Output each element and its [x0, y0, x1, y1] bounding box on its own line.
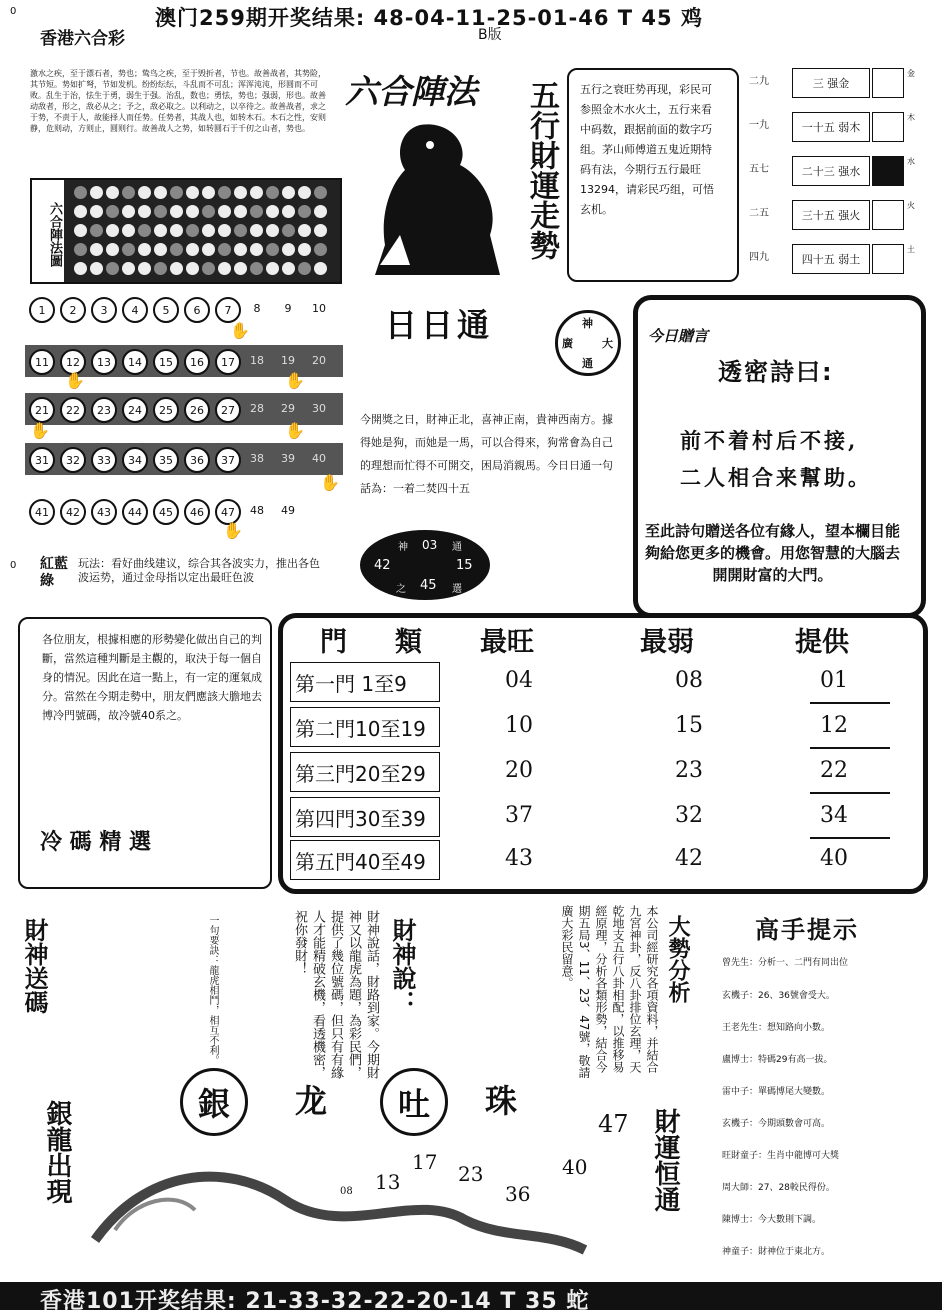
- gate-underline: [810, 837, 890, 839]
- number-cell: 2: [60, 297, 86, 323]
- gate-header: 門: [320, 627, 347, 658]
- tip-item: 雷中子：單碼博尾大變數。: [722, 1087, 831, 1097]
- thumbs-up-icon: ✋: [223, 521, 243, 540]
- gate-max: 04: [505, 668, 533, 693]
- number-cell: 10: [312, 301, 326, 315]
- grid-dot: [154, 262, 167, 275]
- tip-item: 周大師：27、28較民得份。: [722, 1183, 835, 1193]
- color-label: 紅藍綠: [40, 556, 68, 589]
- dragon-number: 47: [598, 1110, 629, 1138]
- grid-dot: [154, 243, 167, 256]
- number-cell: 18: [250, 353, 264, 367]
- wuxing-text: 五行之衰旺势再现，彩民可参照金木水火土，五行来看中码数，跟据前面的数字巧组。茅山师傅道五鬼近期特码有法，今期行五行最旺13294，请彩民巧组，可悟玄机。: [580, 83, 714, 216]
- grid-dot: [74, 205, 87, 218]
- tip-item: 王老先生：想知路向小數。: [722, 1023, 831, 1033]
- grid-dot: [298, 205, 311, 218]
- element-box: 二十三 强水: [792, 156, 870, 186]
- poem-head: 今日贈言: [648, 327, 709, 345]
- gate-header: 類: [395, 627, 422, 658]
- play-tip: 玩法：看好曲线建议，综合其各波实力，推出各色波运势，通过金母指以定出最旺色波: [78, 557, 320, 584]
- number-cell: 20: [312, 353, 326, 367]
- gate-name: 第一門 1至9: [290, 662, 440, 702]
- tip-item: 盧博士：特碼29有高一拔。: [722, 1055, 833, 1065]
- element-box: 三十五 强火: [792, 200, 870, 230]
- gate-min: 08: [675, 668, 703, 693]
- element-left-label: 五七: [749, 164, 769, 175]
- grid-dot: [202, 224, 215, 237]
- number-cell: 31: [29, 447, 55, 473]
- gate-min: 15: [675, 713, 703, 738]
- gate-name: 第四門30至39: [290, 797, 440, 837]
- grid-dot: [218, 224, 231, 237]
- grid-dot: [298, 186, 311, 199]
- seal-char: 神: [582, 317, 593, 330]
- number-cell: 26: [184, 397, 210, 423]
- version-label: B版: [478, 27, 502, 43]
- grid-dot: [90, 262, 103, 275]
- grid-dot: [234, 262, 247, 275]
- cold-title: 冷 碼 精 選: [40, 829, 151, 855]
- number-cell: 29: [281, 401, 295, 415]
- number-cell: 22: [60, 397, 86, 423]
- gate-row: [290, 752, 905, 794]
- element-icon: [872, 112, 904, 142]
- grid-dot: [170, 224, 183, 237]
- gate-underline: [810, 747, 890, 749]
- page-number: 0: [10, 560, 17, 571]
- gate-min: 32: [675, 803, 703, 828]
- oval-number: 15: [456, 558, 473, 573]
- dragon-number: 40: [562, 1155, 588, 1179]
- grid-dot: [90, 205, 103, 218]
- number-cell: 23: [91, 397, 117, 423]
- number-cell: 28: [250, 401, 264, 415]
- number-cell: 21: [29, 397, 55, 423]
- grid-dot: [154, 186, 167, 199]
- gate-give: 22: [820, 758, 848, 783]
- grid-dot: [122, 243, 135, 256]
- ritong-text: 今開獎之日，財神正北，喜神正南，貴神西南方。據得她是狗，而她是一馬，可以合得來，狗常會為自己的理想而忙得不可開交，困局消親馬。今日日通一句話為：一着二焚四十五: [360, 413, 613, 495]
- bear-illustration: [360, 115, 510, 280]
- ritong-oval: [360, 530, 490, 600]
- dragon-number: 23: [458, 1162, 484, 1186]
- grid-dot: [218, 186, 231, 199]
- poem-line: 二人相合来幫助。: [680, 465, 872, 490]
- grid-dot: [218, 262, 231, 275]
- gate-underline: [810, 792, 890, 794]
- grid-dot: [202, 262, 215, 275]
- ritong-seal: [555, 310, 621, 376]
- grid-dot: [282, 224, 295, 237]
- grid-dot: [106, 186, 119, 199]
- grid-dot: [314, 243, 327, 256]
- grid-dot: [186, 262, 199, 275]
- number-cell: 13: [91, 349, 117, 375]
- dragon-title-char: 珠: [484, 1082, 517, 1120]
- element-side: 金: [907, 69, 915, 78]
- dragon-title-char: 銀: [180, 1068, 248, 1136]
- cold-text: 各位朋友，根據相應的形勢變化做出自己的判斷，當然這種判斷是主觀的，取決于每一個自身的情況。因此在這一點上，有一定的運氣成分。當然在今期走勢中，朋友們應該大膽地去博冷門號碼，故冷號40系之。: [42, 633, 262, 722]
- grid-dot: [314, 186, 327, 199]
- number-cell: 12: [60, 349, 86, 375]
- grid-dot: [138, 243, 151, 256]
- silver-dragon-vertical: 銀龍出現: [42, 1100, 72, 1204]
- element-icon: [872, 244, 904, 274]
- number-cell: 39: [281, 451, 295, 465]
- number-cell: 16: [184, 349, 210, 375]
- element-box: 四十五 弱土: [792, 244, 870, 274]
- grid-dot: [250, 243, 263, 256]
- grid-dot: [90, 224, 103, 237]
- poem-title: 透密詩曰:: [718, 358, 834, 386]
- liuhe-logo: 六合陣法: [345, 72, 477, 111]
- oval-text: 神: [398, 542, 408, 553]
- page-title: 澳门259期开奖结果: 48-04-11-25-01-46 T 45 鸡: [155, 6, 703, 30]
- grid-label: 六合陣法圖: [32, 180, 64, 282]
- number-cell: 33: [91, 447, 117, 473]
- ritong-title: 日日通: [385, 306, 494, 344]
- element-side: 水: [907, 157, 915, 166]
- grid-dot: [138, 262, 151, 275]
- element-left-label: 二五: [749, 208, 769, 219]
- element-icon: [872, 68, 904, 98]
- number-row: [25, 293, 343, 325]
- grid-dot: [138, 186, 151, 199]
- element-left-label: 四九: [749, 252, 769, 263]
- grid-dot: [266, 224, 279, 237]
- gate-name: 第二門10至19: [290, 707, 440, 747]
- element-side: 土: [907, 245, 915, 254]
- grid-dot: [250, 186, 263, 199]
- grid-dot: [298, 243, 311, 256]
- gate-give: 40: [820, 846, 848, 871]
- oval-number: 42: [374, 558, 391, 573]
- element-icon: [872, 156, 904, 186]
- gate-row: [290, 707, 905, 749]
- grid-dot: [74, 262, 87, 275]
- grid-dot: [202, 186, 215, 199]
- grid-dot: [90, 186, 103, 199]
- number-cell: 49: [281, 503, 295, 517]
- seal-char: 通: [582, 357, 593, 370]
- grid-dot: [138, 224, 151, 237]
- caishen-say-title: 財神說：: [388, 918, 417, 1014]
- gate-header: 提供: [795, 627, 849, 658]
- grid-dot: [170, 205, 183, 218]
- grid-dot: [74, 243, 87, 256]
- grid-dot: [170, 186, 183, 199]
- grid-dot: [250, 224, 263, 237]
- grid-dot: [90, 243, 103, 256]
- grid-dot: [186, 243, 199, 256]
- element-box: 三 强金: [792, 68, 870, 98]
- poem-footer: 至此詩句贈送各位有緣人，望本欄目能夠給您更多的機會。用您智慧的大腦去開開財富的大門。: [645, 522, 901, 584]
- thumbs-up-icon: ✋: [65, 371, 85, 390]
- number-cell: 38: [250, 451, 264, 465]
- grid-dot: [234, 243, 247, 256]
- grid-dot: [186, 205, 199, 218]
- number-cell: 3: [91, 297, 117, 323]
- number-cell: 45: [153, 499, 179, 525]
- dragon-number: 13: [375, 1170, 401, 1194]
- gate-give: 12: [820, 713, 848, 738]
- number-cell: 43: [91, 499, 117, 525]
- number-cell: 35: [153, 447, 179, 473]
- gate-underline: [810, 702, 890, 704]
- grid-dot: [154, 205, 167, 218]
- grid-dot: [282, 262, 295, 275]
- grid-dot: [170, 243, 183, 256]
- caishen-say: 財神說話，財路到家。今期財神又以龍虎為題，為彩民們，提供了幾位號碼，但只有有緣人才能精破玄機，看透機密，祝你發財！: [292, 910, 379, 1079]
- number-cell: 8: [253, 301, 261, 315]
- page-number: 0: [10, 6, 17, 17]
- number-cell: 44: [122, 499, 148, 525]
- grid-dot: [202, 205, 215, 218]
- dragon-title-char: 龙: [294, 1082, 327, 1120]
- dragon-title-char: 吐: [380, 1068, 448, 1136]
- gate-name: 第五門40至49: [290, 840, 440, 880]
- gate-header: 最旺: [480, 627, 534, 658]
- grid-dot: [74, 224, 87, 237]
- number-cell: 30: [312, 401, 326, 415]
- grid-dot: [218, 205, 231, 218]
- grid-dot: [138, 205, 151, 218]
- gate-max: 20: [505, 758, 533, 783]
- grid-dot: [266, 243, 279, 256]
- number-cell: 32: [60, 447, 86, 473]
- gate-row: [290, 797, 905, 839]
- number-cell: 41: [29, 499, 55, 525]
- grid-dot: [122, 186, 135, 199]
- grid-dot: [186, 186, 199, 199]
- grid-dot: [298, 224, 311, 237]
- number-cell: 17: [215, 349, 241, 375]
- number-cell: 25: [153, 397, 179, 423]
- grid-dot: [282, 186, 295, 199]
- thumbs-up-icon: ✋: [230, 321, 250, 340]
- grid-dot: [106, 224, 119, 237]
- number-cell: 48: [250, 503, 264, 517]
- trend-text: 本公司經研究各項資料，并結合九宮神卦，反八卦排位玄理，天乾地支五行八卦相配，以推移易經原理，分析各類形勢，結合今期五局3、11、23、47號，敬請廣大彩民留意。: [560, 905, 659, 1079]
- oval-text: 選: [452, 584, 462, 595]
- tip-item: 曾先生：分析一、二門有同出位: [722, 958, 849, 968]
- number-cell: 15: [153, 349, 179, 375]
- thumbs-up-icon: ✋: [285, 371, 305, 390]
- subtitle: 香港六合彩: [40, 29, 125, 49]
- gate-min: 23: [675, 758, 703, 783]
- gate-row: [290, 662, 905, 704]
- number-cell: 27: [215, 397, 241, 423]
- oval-text: 通: [452, 542, 462, 553]
- gate-max: 37: [505, 803, 533, 828]
- grid-dot: [186, 224, 199, 237]
- grid-dot: [170, 262, 183, 275]
- grid-dot: [202, 243, 215, 256]
- grid-dot: [266, 186, 279, 199]
- number-cell: 14: [122, 349, 148, 375]
- grid-dot: [314, 205, 327, 218]
- grid-dot: [282, 243, 295, 256]
- number-cell: 11: [29, 349, 55, 375]
- grid-dot: [234, 186, 247, 199]
- number-cell: 46: [184, 499, 210, 525]
- number-row: [25, 443, 343, 475]
- element-box: 一十五 弱木: [792, 112, 870, 142]
- thumbs-up-icon: ✋: [285, 421, 305, 440]
- caishen-poem: 一句要訣：龍虎相鬥，相互不利。: [207, 915, 218, 1065]
- grid-dot: [234, 224, 247, 237]
- gate-row: [290, 840, 905, 882]
- element-side: 木: [907, 113, 915, 122]
- tip-item: 神童子：財神位于東北方。: [722, 1247, 831, 1257]
- seal-char: 大: [602, 337, 613, 350]
- oval-text: 之: [396, 584, 406, 595]
- number-cell: 34: [122, 447, 148, 473]
- number-cell: 37: [215, 447, 241, 473]
- number-cell: 47: [215, 499, 241, 525]
- number-cell: 36: [184, 447, 210, 473]
- grid-dot: [282, 205, 295, 218]
- grid-dot: [106, 243, 119, 256]
- number-cell: 1: [29, 297, 55, 323]
- luck-text: 財運恒通: [650, 1108, 680, 1212]
- number-grid: [25, 293, 343, 543]
- tip-item: 玄機子：26、36號會受大。: [722, 991, 835, 1001]
- liuhe-grid: [30, 178, 342, 284]
- tip-item: 陳博士：今大數則下調。: [722, 1215, 822, 1225]
- number-cell: 42: [60, 499, 86, 525]
- element-left-label: 二九: [749, 76, 769, 87]
- oval-number: 03: [422, 538, 438, 552]
- tips-title: 高手提示: [755, 916, 859, 944]
- oval-number: 45: [420, 578, 437, 593]
- grid-dot: [250, 262, 263, 275]
- gate-header: 最弱: [640, 627, 694, 658]
- caishen-title: 財神送碼: [20, 918, 49, 1014]
- grid-dot: [218, 243, 231, 256]
- grid-dot: [122, 205, 135, 218]
- seal-char: 廣: [562, 337, 573, 350]
- grid-dot: [106, 262, 119, 275]
- tip-item: 旺財童子：生肖中龍博可大獎: [722, 1151, 840, 1161]
- grid-dot: [266, 262, 279, 275]
- grid-dot: [106, 205, 119, 218]
- number-cell: 7: [215, 297, 241, 323]
- trend-title: 大勢分析: [665, 915, 690, 1003]
- dragon-number: 36: [505, 1182, 531, 1206]
- element-side: 火: [907, 201, 915, 210]
- grid-dot: [74, 186, 87, 199]
- thumbs-up-icon: ✋: [30, 421, 50, 440]
- gate-max: 10: [505, 713, 533, 738]
- number-cell: 4: [122, 297, 148, 323]
- footer-text: 香港101开奖结果: 21-33-32-22-20-14 T 35 蛇: [40, 1289, 590, 1314]
- dragon-number: 08: [340, 1186, 353, 1197]
- number-cell: 9: [284, 301, 292, 315]
- number-cell: 5: [153, 297, 179, 323]
- number-cell: 24: [122, 397, 148, 423]
- wuxing-title: 五行財運走勢: [524, 80, 559, 260]
- number-cell: 6: [184, 297, 210, 323]
- number-row: [25, 495, 343, 527]
- tip-item: 玄機子：今期頭數會可高。: [722, 1119, 831, 1129]
- gate-min: 42: [675, 846, 703, 871]
- grid-dot: [154, 224, 167, 237]
- grid-dot: [250, 205, 263, 218]
- element-table: [742, 64, 937, 286]
- dragon-number: 17: [412, 1150, 438, 1174]
- intro-text: 激水之疾，至于漂石者，势也；鸷鸟之疾，至于毁折者，节也。故善战者，其势险，其节短。势如扩弩，节如发机。纷纷纭纭，斗乱而不可乱；浑浑沌沌，形圆而不可败。乱生于治，怯生于勇，弱生于强。治乱，数也；勇怯，势也；强弱，形也。故善动敌者，形之，敌必从之；予之，敌必取之。以利动之，以卒待之。故善战者，求之于势，不责于人，故能择人而任势。任势者，其战人也，如转木石。木石之性，安则静，危则动，方则止，圆则行。故善战人之势，如转圆石于千仞之山者，势也。: [30, 69, 326, 133]
- grid-dot: [298, 262, 311, 275]
- element-left-label: 一九: [749, 120, 769, 131]
- number-cell: 40: [312, 451, 326, 465]
- thumbs-up-icon: ✋: [320, 473, 340, 492]
- gate-max: 43: [505, 846, 533, 871]
- element-icon: [872, 200, 904, 230]
- poem-line: 前不着村后不接,: [680, 428, 859, 453]
- gate-give: 34: [820, 803, 848, 828]
- grid-dot: [122, 262, 135, 275]
- grid-dot: [266, 205, 279, 218]
- gate-name: 第三門20至29: [290, 752, 440, 792]
- grid-dot: [234, 205, 247, 218]
- grid-dot: [122, 224, 135, 237]
- grid-dot: [314, 224, 327, 237]
- gate-give: 01: [820, 668, 848, 693]
- grid-dot: [314, 262, 327, 275]
- number-cell: 19: [281, 353, 295, 367]
